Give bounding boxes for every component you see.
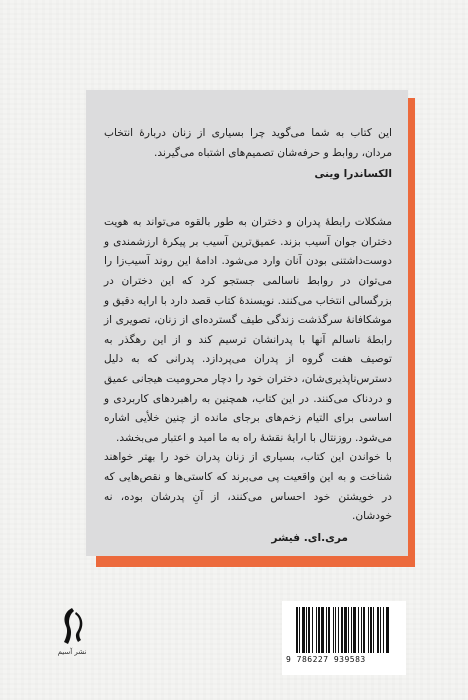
publisher-name: نشر آسیم [57, 648, 87, 656]
spacer [104, 184, 392, 213]
quote-1: این کتاب به شما می‌گوید چرا بسیاری از زنان دربارهٔ انتخاب مردان، روابط و حرفه‌شان تصمیم‌های اشتباه می‌گیرند. [104, 127, 392, 159]
quote-3: با خواندن این کتاب، بسیاری از زنان پدران خود را بهتر خواهند شناخت و به این واقعیت پی می‌برند که کاستی‌ها و نقص‌هایی که در خویشتن خود احساس می‌کنند، از آنِ پدرشان بوده، نه خودشان. [104, 451, 392, 523]
quote-2: مشکلات رابطهٔ پدران و دختران به طور بالقوه می‌تواند به هویت دختران جوان آسیب بزند. عمیق‌ترین آسیب بر پیکرهٔ ارزشمندی و دوست‌داشتنی بودن آنان وارد می‌شود. ادامهٔ این روند آسیب‌زا را می‌توان در روابط ناسالمی جستجو کرد که این دختران در بزرگسالی انتخاب می‌کنند. نویسندهٔ کتاب قصد دارد با ارایه دقیق و موشکافانهٔ سرگذشت زندگی طیف گسترده‌ای از زنان، تصویری از رابطهٔ ناسالم آنها با پدرانشان ترسیم کند و از این رهگذر به توصیف هفت گروه از پدران می‌پردازد. پدرانی که به دلیل دسترس‌ناپذیری‌شان، دختران خود را دچار محرومیت هیجانی عمیق و دردناک می‌کنند. در این کتاب، همچنین به راهبردهای کاربردی و اساسی برای التیام زخم‌های برجای مانده از چنین خلأیی اشاره می‌شود. روزنتال با ارایهٔ نقشهٔ راه به ما امید و اعتبار می‌بخشد. [104, 216, 392, 444]
blurb-text-area [104, 124, 392, 548]
publisher-mark-icon [59, 606, 85, 646]
quote-3-author: مری.ای. فیشر [271, 531, 348, 544]
isbn-digits: 9 786227 939583 [286, 655, 366, 664]
isbn-barcode [282, 601, 406, 675]
publisher-logo [54, 606, 90, 668]
barcode-bars-icon [296, 607, 396, 653]
quote-1-author: الکساندرا وینی [314, 168, 392, 181]
